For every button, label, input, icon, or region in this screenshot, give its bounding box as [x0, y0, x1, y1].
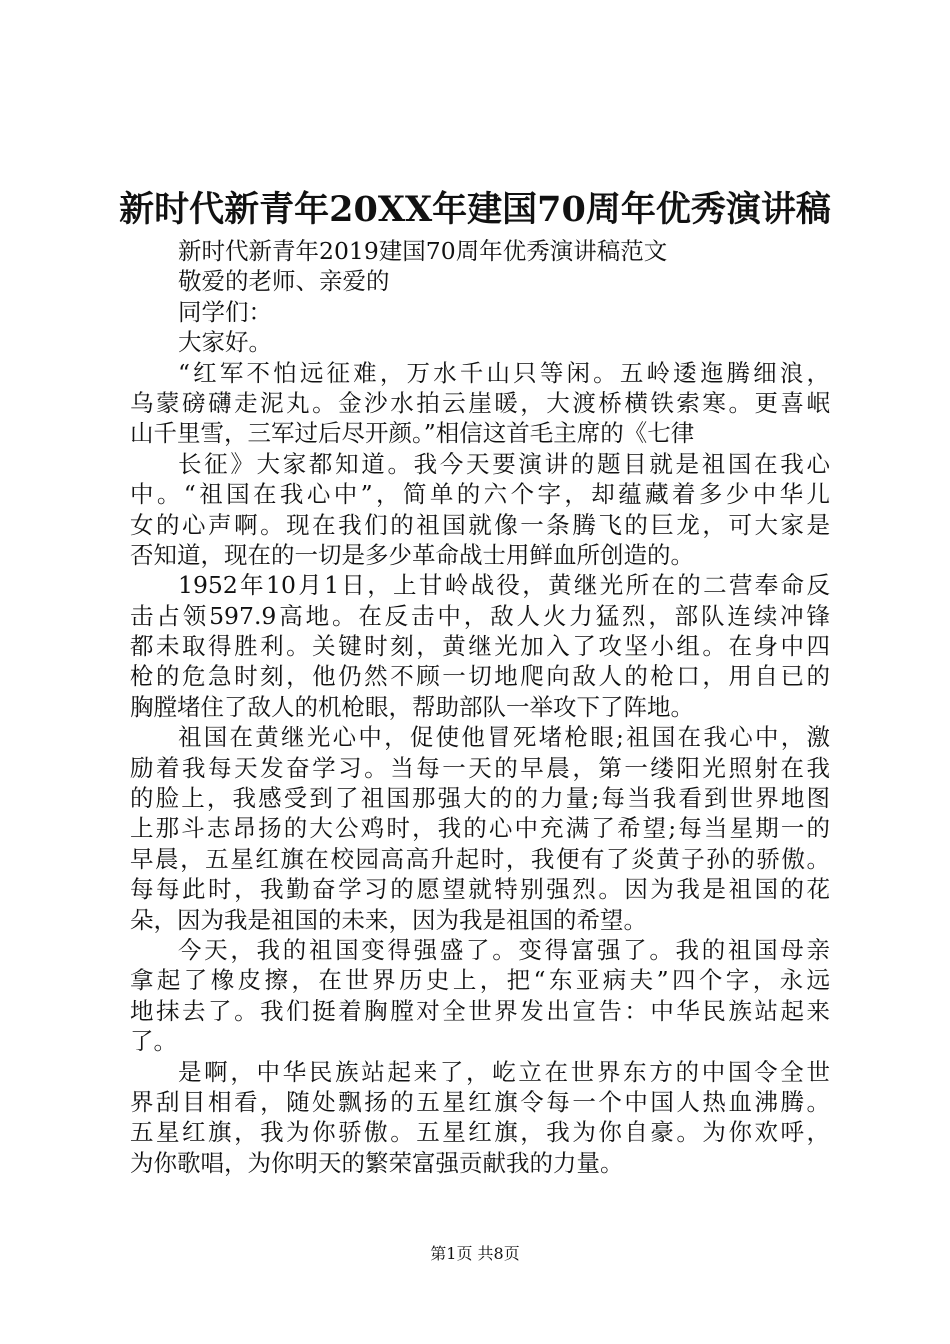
paragraph-line: 击占领597.9高地。在反击中，敌人火力猛烈，部队连续冲锋	[130, 601, 830, 630]
paragraph-line: 的脸上，我感受到了祖国那强大的的力量;每当我看到世界地图	[130, 784, 830, 813]
paragraph-line: 乌蒙磅礴走泥丸。金沙水拍云崖暖，大渡桥横铁索寒。更喜岷	[130, 388, 830, 417]
paragraph-line: “红军不怕远征难，万水千山只等闲。五岭逶迤腾细浪，	[178, 358, 830, 387]
greeting-line: 大家好。	[178, 328, 272, 357]
paragraph-line: 五星红旗，我为你骄傲。五星红旗，我为你自豪。为你欢呼，	[130, 1118, 830, 1147]
paragraph-line: 早晨，五星红旗在校园高高升起时，我便有了炎黄子孙的骄傲。	[130, 844, 830, 873]
paragraph-line: 否知道，现在的一切是多少革命战士用鲜血所创造的。	[130, 540, 694, 569]
page-number-footer: 第1页 共8页	[430, 1244, 520, 1263]
paragraph-line: 是啊，中华民族站起来了，屹立在世界东方的中国令全世	[178, 1057, 830, 1086]
paragraph-line: 山千里雪，三军过后尽开颜。”相信这首毛主席的《七律	[130, 419, 695, 448]
paragraph-line: 每每此时，我勤奋学习的愿望就特别强烈。因为我是祖国的花	[130, 875, 830, 904]
salutation-line: 敬爱的老师、亲爱的	[178, 267, 390, 296]
document-title: 新时代新青年20XX年建国70周年优秀演讲稿	[119, 189, 831, 230]
paragraph-line: 胸膛堵住了敌人的机枪眼，帮助部队一举攻下了阵地。	[130, 692, 694, 721]
document-body	[130, 236, 830, 1178]
subtitle-line: 新时代新青年2019建国70周年优秀演讲稿范文	[178, 237, 668, 265]
paragraph-line: 女的心声啊。现在我们的祖国就像一条腾飞的巨龙，可大家是	[130, 510, 830, 539]
paragraph-line: 朵，因为我是祖国的未来，因为我是祖国的希望。	[130, 905, 647, 934]
paragraph-line: 中。“祖国在我心中”，简单的六个字，却蕴藏着多少中华儿	[130, 480, 830, 509]
paragraph-line: 为你歌唱，为你明天的繁荣富强贡献我的力量。	[130, 1148, 624, 1177]
paragraph-line: 上那斗志昂扬的大公鸡时，我的心中充满了希望;每当星期一的	[130, 814, 830, 843]
paragraph-line: 枪的危急时刻，他仍然不顾一切地爬向敌人的枪口，用自已的	[130, 662, 830, 691]
paragraph-line: 地抹去了。我们挺着胸膛对全世界发出宣告：中华民族站起来	[130, 996, 830, 1025]
paragraph-line: 拿起了橡皮擦，在世界历史上，把“东亚病夫”四个字，永远	[130, 966, 830, 995]
paragraph-line: 长征》大家都知道。我今天要演讲的题目就是祖国在我心	[178, 449, 830, 478]
paragraph-line: 励着我每天发奋学习。当每一天的早晨，第一缕阳光照射在我	[130, 753, 830, 782]
paragraph-line: 1952年10月1日，上甘岭战役，黄继光所在的二营奉命反	[178, 571, 830, 600]
paragraph-line: 都未取得胜利。关键时刻，黄继光加入了攻坚小组。在身中四	[130, 632, 830, 661]
salutation-line: 同学们：	[178, 297, 272, 326]
paragraph-line: 了。	[130, 1027, 177, 1056]
paragraph-line: 祖国在黄继光心中，促使他冒死堵枪眼;祖国在我心中，激	[178, 723, 830, 752]
paragraph-line: 界刮目相看，随处飘扬的五星红旗令每一个中国人热血沸腾。	[130, 1087, 830, 1116]
paragraph-line: 今天，我的祖国变得强盛了。变得富强了。我的祖国母亲	[178, 935, 830, 964]
